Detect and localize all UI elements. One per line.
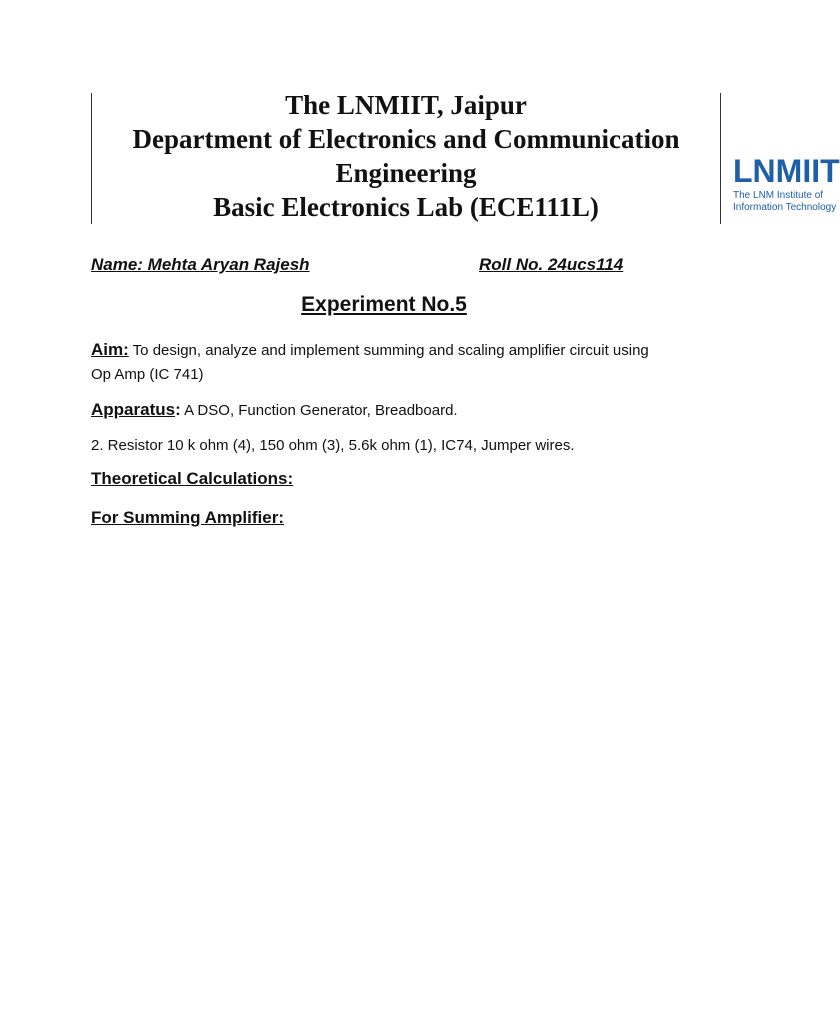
course-title: Basic Electronics Lab (ECE111L) bbox=[213, 192, 599, 222]
apparatus-label: Apparatus bbox=[91, 400, 176, 419]
student-name: Name: Mehta Aryan Rajesh bbox=[91, 255, 310, 274]
theoretical-calculations-heading: Theoretical Calculations: bbox=[91, 469, 294, 488]
logo-mark-text: LNMIIT bbox=[733, 153, 840, 189]
lnmiit-logo bbox=[733, 152, 840, 232]
department-line-cont: Engineering bbox=[335, 158, 477, 188]
department-line: Department of Electronics and Communication bbox=[132, 124, 680, 154]
logo-subtitle-1: The LNM Institute of bbox=[733, 190, 824, 201]
experiment-title: Experiment No.5 bbox=[301, 293, 467, 316]
institute-header bbox=[100, 88, 712, 224]
aim-paragraph bbox=[91, 338, 671, 387]
apparatus-colon: : bbox=[175, 400, 181, 419]
roll-number: Roll No. 24ucs114 bbox=[479, 255, 624, 274]
institute-name: The LNMIIT, Jaipur bbox=[285, 90, 527, 120]
apparatus-text: A DSO, Function Generator, Breadboard. bbox=[180, 402, 458, 419]
apparatus-paragraph bbox=[91, 398, 671, 423]
aim-label: Aim: bbox=[91, 340, 129, 359]
logo-subtitle-2: Information Technology bbox=[733, 202, 837, 213]
summing-amplifier-heading: For Summing Amplifier: bbox=[91, 508, 284, 527]
aim-text: To design, analyze and implement summing and scaling amplifier circuit using Op Amp (IC 741) bbox=[91, 342, 649, 383]
resistor-list: 2. Resistor 10 k ohm (4), 150 ohm (3), 5.6k ohm (1), IC74, Jumper wires. bbox=[91, 437, 575, 454]
header-right-border bbox=[720, 93, 721, 224]
header-left-border bbox=[91, 93, 92, 224]
